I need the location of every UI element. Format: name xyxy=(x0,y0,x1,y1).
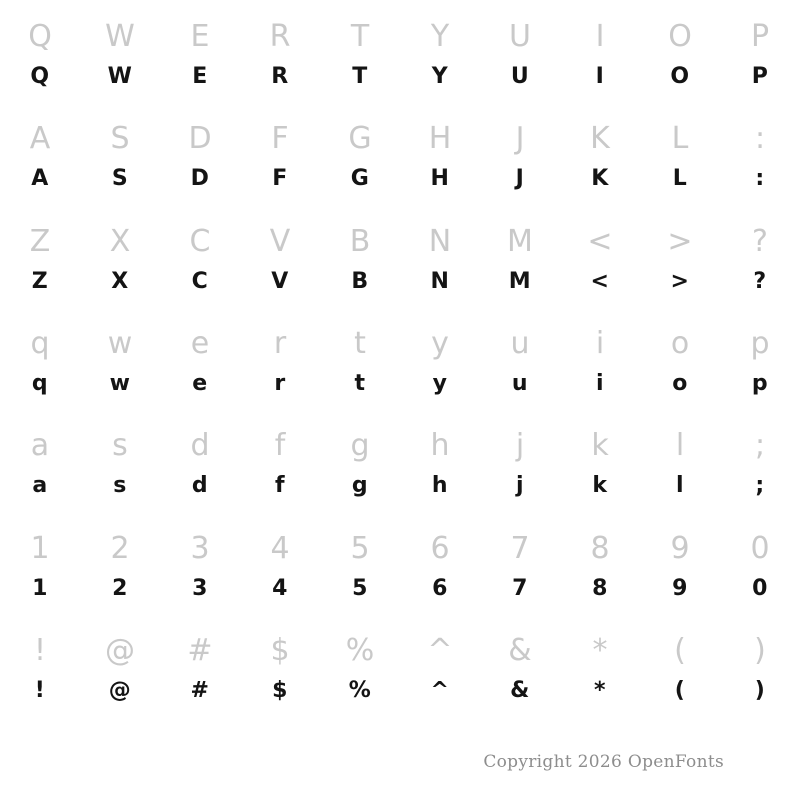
sample-glyph: s xyxy=(113,473,127,499)
reference-glyph: R xyxy=(269,19,291,55)
sample-row-qwerty-lower xyxy=(0,370,800,396)
sample-glyph: N xyxy=(430,268,450,294)
reference-glyph: 4 xyxy=(270,530,290,566)
reference-glyph: : xyxy=(754,121,766,157)
sample-glyph: ) xyxy=(754,677,766,703)
sample-glyph: D xyxy=(190,166,210,192)
reference-row-zxcv-upper xyxy=(0,223,800,271)
reference-glyph: H xyxy=(428,121,452,157)
sample-glyph: 4 xyxy=(272,575,288,601)
reference-glyph: a xyxy=(30,428,50,464)
reference-glyph: y xyxy=(431,325,449,361)
sample-glyph: : xyxy=(755,166,765,192)
reference-glyph: * xyxy=(592,632,608,668)
sample-glyph: 0 xyxy=(752,575,768,601)
reference-glyph: S xyxy=(110,121,130,157)
reference-glyph: o xyxy=(670,325,690,361)
glyph-row-pair xyxy=(0,209,800,311)
sample-glyph: Y xyxy=(431,64,449,90)
sample-glyph: 5 xyxy=(352,575,368,601)
sample-glyph: i xyxy=(595,370,605,396)
reference-glyph: E xyxy=(190,19,210,55)
sample-glyph: F xyxy=(272,166,288,192)
sample-glyph: ( xyxy=(674,677,686,703)
sample-glyph: 2 xyxy=(112,575,128,601)
sample-glyph: G xyxy=(350,166,370,192)
copyright-notice: Copyright 2026 OpenFonts xyxy=(483,752,724,772)
sample-glyph: U xyxy=(510,64,530,90)
reference-row-asdf-lower xyxy=(0,428,800,475)
reference-glyph: ^ xyxy=(427,632,453,668)
sample-row-symbols xyxy=(0,677,800,703)
sample-glyph: @ xyxy=(108,677,132,703)
reference-row-qwerty-upper xyxy=(0,19,800,66)
reference-glyph: h xyxy=(430,428,450,464)
glyph-row-pair xyxy=(0,4,800,106)
reference-glyph: O xyxy=(668,19,692,55)
reference-glyph: F xyxy=(271,121,289,157)
reference-glyph: 9 xyxy=(670,530,690,566)
sample-glyph: X xyxy=(111,268,129,294)
reference-glyph: & xyxy=(508,632,532,668)
reference-glyph: T xyxy=(350,19,370,55)
sample-glyph: T xyxy=(352,64,368,90)
sample-glyph: V xyxy=(271,268,289,294)
reference-glyph: l xyxy=(675,428,685,464)
sample-glyph: 9 xyxy=(672,575,688,601)
sample-glyph: I xyxy=(595,64,605,90)
sample-glyph: # xyxy=(190,677,210,703)
sample-glyph: q xyxy=(31,370,49,396)
sample-glyph: > xyxy=(670,268,690,294)
reference-glyph: @ xyxy=(105,632,135,668)
sample-glyph: l xyxy=(675,473,685,499)
reference-glyph: U xyxy=(509,19,531,55)
sample-glyph: k xyxy=(592,473,608,499)
reference-glyph: ? xyxy=(752,223,768,259)
glyph-row-pair xyxy=(0,311,800,413)
sample-glyph: * xyxy=(593,677,606,703)
reference-row-asdf-upper xyxy=(0,121,800,168)
sample-row-qwerty-upper xyxy=(0,66,800,88)
reference-glyph: r xyxy=(273,325,287,361)
reference-glyph: p xyxy=(750,325,770,361)
reference-glyph: f xyxy=(274,428,286,464)
reference-row-symbols xyxy=(0,632,800,680)
reference-glyph: ; xyxy=(754,428,766,464)
sample-glyph: a xyxy=(32,473,48,499)
reference-glyph: 1 xyxy=(30,530,50,566)
reference-glyph: 6 xyxy=(430,530,450,566)
reference-glyph: ) xyxy=(754,632,766,668)
sample-glyph: f xyxy=(274,473,286,499)
reference-glyph: D xyxy=(188,121,212,157)
sample-glyph: % xyxy=(348,677,372,703)
glyph-row-pair xyxy=(0,618,800,720)
reference-glyph: d xyxy=(190,428,210,464)
sample-glyph: u xyxy=(511,370,529,396)
sample-glyph: h xyxy=(431,473,449,499)
reference-glyph: # xyxy=(187,632,213,668)
reference-glyph: q xyxy=(30,325,50,361)
reference-glyph: 5 xyxy=(350,530,370,566)
sample-glyph: w xyxy=(109,370,131,396)
sample-glyph: C xyxy=(191,268,209,294)
sample-glyph: o xyxy=(672,370,688,396)
reference-glyph: J xyxy=(515,121,525,157)
sample-glyph: < xyxy=(590,268,610,294)
reference-glyph: $ xyxy=(270,632,290,668)
sample-glyph: W xyxy=(107,64,133,90)
glyph-row-pair xyxy=(0,106,800,208)
reference-glyph: B xyxy=(349,223,371,259)
sample-glyph: K xyxy=(591,166,609,192)
sample-glyph: 6 xyxy=(432,575,448,601)
sample-glyph: A xyxy=(31,166,49,192)
reference-glyph: j xyxy=(515,428,525,464)
reference-glyph: Z xyxy=(29,223,51,259)
sample-glyph: r xyxy=(274,370,286,396)
reference-glyph: M xyxy=(507,223,533,259)
reference-glyph: g xyxy=(350,428,370,464)
reference-glyph: V xyxy=(269,223,291,259)
reference-glyph: ! xyxy=(33,632,47,668)
sample-glyph: O xyxy=(670,64,690,90)
sample-row-zxcv-upper xyxy=(0,268,800,294)
sample-glyph: Z xyxy=(31,268,49,294)
reference-glyph: > xyxy=(667,223,693,259)
reference-glyph: W xyxy=(105,19,135,55)
sample-glyph: ^ xyxy=(430,677,450,703)
glyph-row-pair xyxy=(0,515,800,617)
reference-glyph: ( xyxy=(674,632,686,668)
reference-glyph: < xyxy=(587,223,613,259)
reference-glyph: K xyxy=(590,121,610,157)
sample-glyph: ? xyxy=(753,268,767,294)
reference-glyph: P xyxy=(750,19,770,55)
sample-glyph: $ xyxy=(272,677,288,703)
sample-glyph: 7 xyxy=(512,575,528,601)
reference-glyph: 8 xyxy=(590,530,610,566)
sample-glyph: H xyxy=(430,166,450,192)
reference-glyph: N xyxy=(428,223,452,259)
reference-glyph: k xyxy=(591,428,609,464)
sample-glyph: B xyxy=(351,268,369,294)
sample-glyph: 8 xyxy=(592,575,608,601)
reference-glyph: X xyxy=(109,223,131,259)
sample-glyph: d xyxy=(191,473,209,499)
sample-glyph: ; xyxy=(755,473,765,499)
sample-glyph: 3 xyxy=(192,575,208,601)
reference-glyph: i xyxy=(595,325,605,361)
reference-glyph: 3 xyxy=(190,530,210,566)
sample-glyph: R xyxy=(271,64,289,90)
reference-glyph: 7 xyxy=(510,530,530,566)
reference-glyph: 0 xyxy=(750,530,770,566)
sample-glyph: ! xyxy=(34,677,46,703)
sample-glyph: e xyxy=(192,370,208,396)
sample-glyph: P xyxy=(751,64,769,90)
reference-glyph: e xyxy=(190,325,210,361)
sample-glyph: E xyxy=(192,64,208,90)
reference-row-qwerty-lower xyxy=(0,325,800,373)
sample-glyph: j xyxy=(515,473,525,499)
reference-glyph: 2 xyxy=(110,530,130,566)
sample-glyph: L xyxy=(672,166,688,192)
glyph-row-pair xyxy=(0,413,800,515)
sample-glyph: p xyxy=(751,370,769,396)
reference-row-digits xyxy=(0,530,800,578)
reference-glyph: Y xyxy=(430,19,450,55)
reference-glyph: L xyxy=(671,121,689,157)
sample-glyph: y xyxy=(432,370,448,396)
reference-glyph: I xyxy=(595,19,605,55)
reference-glyph: A xyxy=(29,121,51,157)
sample-glyph: M xyxy=(508,268,532,294)
reference-glyph: s xyxy=(112,428,128,464)
reference-glyph: w xyxy=(107,325,133,361)
reference-glyph: Q xyxy=(28,19,52,55)
sample-glyph: & xyxy=(510,677,530,703)
sample-row-digits xyxy=(0,575,800,601)
reference-glyph: % xyxy=(345,632,375,668)
sample-glyph: 1 xyxy=(32,575,48,601)
sample-row-asdf-upper xyxy=(0,168,800,190)
sample-glyph: g xyxy=(351,473,369,499)
sample-row-asdf-lower xyxy=(0,475,800,497)
reference-glyph: C xyxy=(189,223,211,259)
sample-glyph: Q xyxy=(30,64,50,90)
sample-glyph: S xyxy=(111,166,129,192)
reference-glyph: u xyxy=(510,325,530,361)
reference-glyph: t xyxy=(354,325,366,361)
sample-glyph: t xyxy=(354,370,366,396)
sample-glyph: J xyxy=(515,166,525,192)
reference-glyph: G xyxy=(348,121,372,157)
